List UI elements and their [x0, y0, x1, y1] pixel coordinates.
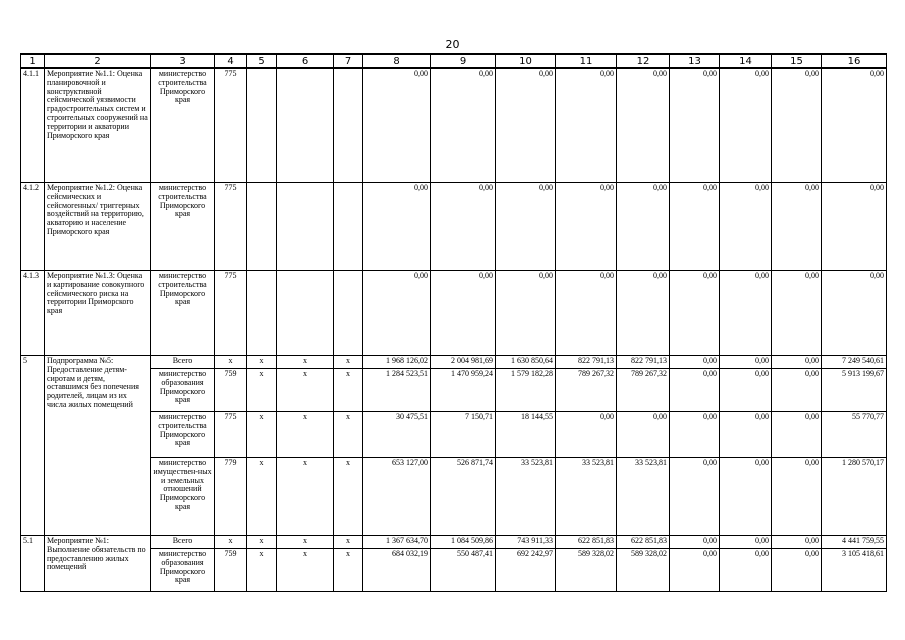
- measure-name: Мероприятие №1.1: Оценка планировочной и конструктивной сейсмической уязвимости градостроительных систем и строительных сооружений на территории и акватории Приморского края: [45, 68, 151, 183]
- header-cell: 1: [21, 54, 45, 68]
- value-cell: 743 911,33: [496, 536, 556, 549]
- executor: министерство строительства Приморского края: [151, 68, 215, 183]
- value-cell: 0,00: [556, 68, 617, 183]
- code-cell: 779: [215, 458, 247, 536]
- value-cell: 33 523,81: [617, 458, 670, 536]
- table-row: [21, 412, 887, 458]
- value-cell: 1 284 523,51: [363, 369, 431, 412]
- value-cell: 822 791,13: [556, 356, 617, 369]
- executor: министерство образования Приморского края: [151, 369, 215, 412]
- value-cell: 0,00: [431, 68, 496, 183]
- header-cell: 4: [215, 54, 247, 68]
- value-cell: 0,00: [772, 458, 822, 536]
- code-cell: x: [247, 549, 277, 592]
- executor: министерство имуществен-ных и земельных отношений Приморского края: [151, 458, 215, 536]
- value-cell: 0,00: [496, 183, 556, 271]
- value-cell: 0,00: [772, 369, 822, 412]
- executor: министерство строительства Приморского края: [151, 412, 215, 458]
- value-cell: 789 267,32: [556, 369, 617, 412]
- header-cell: 3: [151, 54, 215, 68]
- value-cell: 33 523,81: [496, 458, 556, 536]
- value-cell: 55 770,77: [822, 412, 887, 458]
- value-cell: 0,00: [772, 356, 822, 369]
- code-cell: x: [277, 356, 334, 369]
- value-cell: 589 328,02: [617, 549, 670, 592]
- executor: министерство образования Приморского края: [151, 549, 215, 592]
- value-cell: 30 475,51: [363, 412, 431, 458]
- row-number: 4.1.3: [21, 271, 45, 356]
- value-cell: 0,00: [617, 412, 670, 458]
- header-cell: 16: [822, 54, 887, 68]
- header-row: [21, 54, 887, 68]
- header-cell: 14: [720, 54, 772, 68]
- value-cell: 822 791,13: [617, 356, 670, 369]
- value-cell: 789 267,32: [617, 369, 670, 412]
- row-number: 4.1.1: [21, 68, 45, 183]
- executor: Всего: [151, 356, 215, 369]
- row-number: 4.1.2: [21, 183, 45, 271]
- value-cell: 526 871,74: [431, 458, 496, 536]
- value-cell: 18 144,55: [496, 412, 556, 458]
- value-cell: 7 150,71: [431, 412, 496, 458]
- code-cell: x: [247, 458, 277, 536]
- value-cell: 0,00: [772, 549, 822, 592]
- value-cell: 0,00: [556, 183, 617, 271]
- table-row: [21, 549, 887, 592]
- code-cell: [247, 68, 277, 183]
- value-cell: 0,00: [670, 549, 720, 592]
- value-cell: 0,00: [720, 356, 772, 369]
- code-cell: x: [334, 356, 363, 369]
- code-cell: x: [334, 412, 363, 458]
- value-cell: 1 367 634,70: [363, 536, 431, 549]
- value-cell: 0,00: [670, 412, 720, 458]
- value-cell: 0,00: [363, 183, 431, 271]
- value-cell: 0,00: [670, 183, 720, 271]
- code-cell: 759: [215, 549, 247, 592]
- code-cell: x: [247, 369, 277, 412]
- row-number: 5: [21, 356, 45, 536]
- value-cell: 0,00: [496, 68, 556, 183]
- value-cell: 0,00: [772, 412, 822, 458]
- value-cell: 0,00: [670, 369, 720, 412]
- value-cell: 7 249 540,61: [822, 356, 887, 369]
- value-cell: 0,00: [822, 271, 887, 356]
- code-cell: [277, 68, 334, 183]
- code-cell: 775: [215, 412, 247, 458]
- executor: министерство строительства Приморского края: [151, 271, 215, 356]
- value-cell: 0,00: [496, 271, 556, 356]
- code-cell: x: [247, 536, 277, 549]
- row-number: 5.1: [21, 536, 45, 592]
- code-cell: 759: [215, 369, 247, 412]
- code-cell: [334, 68, 363, 183]
- value-cell: 0,00: [772, 271, 822, 356]
- value-cell: 0,00: [670, 356, 720, 369]
- code-cell: x: [334, 369, 363, 412]
- code-cell: x: [277, 458, 334, 536]
- code-cell: [334, 183, 363, 271]
- header-cell: 7: [334, 54, 363, 68]
- header-cell: 11: [556, 54, 617, 68]
- value-cell: 0,00: [772, 183, 822, 271]
- code-cell: 775: [215, 271, 247, 356]
- header-cell: 15: [772, 54, 822, 68]
- code-cell: x: [215, 356, 247, 369]
- code-cell: [277, 183, 334, 271]
- value-cell: 0,00: [772, 68, 822, 183]
- value-cell: 0,00: [617, 271, 670, 356]
- page-number: 20: [445, 38, 460, 51]
- value-cell: 0,00: [670, 458, 720, 536]
- code-cell: x: [277, 536, 334, 549]
- value-cell: 622 851,83: [556, 536, 617, 549]
- value-cell: 0,00: [720, 536, 772, 549]
- value-cell: 550 487,41: [431, 549, 496, 592]
- measure-name: Мероприятие №1.3: Оценка и картирование совокупного сейсмического риска на территории Приморского края: [45, 271, 151, 356]
- value-cell: 653 127,00: [363, 458, 431, 536]
- value-cell: 2 004 981,69: [431, 356, 496, 369]
- value-cell: 0,00: [720, 412, 772, 458]
- value-cell: 0,00: [431, 271, 496, 356]
- budget-table: [20, 53, 887, 592]
- value-cell: 622 851,83: [617, 536, 670, 549]
- code-cell: [247, 271, 277, 356]
- code-cell: x: [247, 412, 277, 458]
- value-cell: 0,00: [670, 68, 720, 183]
- value-cell: 1 968 126,02: [363, 356, 431, 369]
- header-cell: 5: [247, 54, 277, 68]
- value-cell: 0,00: [822, 68, 887, 183]
- value-cell: 0,00: [363, 68, 431, 183]
- measure-name: Мероприятие №1.2: Оценка сейсмических и сейсмогенных/ триггерных воздействий на территорию, акваторию и население Приморского края: [45, 183, 151, 271]
- value-cell: 0,00: [720, 369, 772, 412]
- code-cell: [334, 271, 363, 356]
- value-cell: 0,00: [822, 183, 887, 271]
- value-cell: 0,00: [772, 536, 822, 549]
- code-cell: x: [277, 412, 334, 458]
- table-row: [21, 536, 887, 549]
- value-cell: 1 470 959,24: [431, 369, 496, 412]
- header-cell: 8: [363, 54, 431, 68]
- header-cell: 13: [670, 54, 720, 68]
- executor: министерство строительства Приморского края: [151, 183, 215, 271]
- code-cell: x: [334, 549, 363, 592]
- value-cell: 0,00: [556, 271, 617, 356]
- code-cell: x: [277, 369, 334, 412]
- value-cell: 1 280 570,17: [822, 458, 887, 536]
- code-cell: [277, 271, 334, 356]
- code-cell: x: [247, 356, 277, 369]
- table-row: [21, 183, 887, 271]
- header-cell: 12: [617, 54, 670, 68]
- value-cell: 1 084 509,86: [431, 536, 496, 549]
- header-cell: 9: [431, 54, 496, 68]
- code-cell: x: [215, 536, 247, 549]
- executor: Всего: [151, 536, 215, 549]
- value-cell: 589 328,02: [556, 549, 617, 592]
- code-cell: x: [334, 536, 363, 549]
- code-cell: 775: [215, 183, 247, 271]
- value-cell: 0,00: [720, 549, 772, 592]
- measure-name: Мероприятие №1: Выполнение обязательств по предоставлению жилых помещений: [45, 536, 151, 592]
- value-cell: 0,00: [617, 183, 670, 271]
- value-cell: 0,00: [363, 271, 431, 356]
- header-cell: 10: [496, 54, 556, 68]
- value-cell: 33 523,81: [556, 458, 617, 536]
- code-cell: 775: [215, 68, 247, 183]
- value-cell: 5 913 199,67: [822, 369, 887, 412]
- table-row: [21, 271, 887, 356]
- value-cell: 684 032,19: [363, 549, 431, 592]
- table-row: [21, 369, 887, 412]
- header-cell: 6: [277, 54, 334, 68]
- value-cell: 0,00: [670, 271, 720, 356]
- value-cell: 692 242,97: [496, 549, 556, 592]
- table-row: [21, 458, 887, 536]
- value-cell: 0,00: [431, 183, 496, 271]
- table-row: [21, 356, 887, 369]
- value-cell: 1 579 182,28: [496, 369, 556, 412]
- value-cell: 4 441 759,55: [822, 536, 887, 549]
- value-cell: 3 105 418,61: [822, 549, 887, 592]
- value-cell: 0,00: [720, 458, 772, 536]
- header-cell: 2: [45, 54, 151, 68]
- value-cell: 0,00: [720, 183, 772, 271]
- value-cell: 0,00: [670, 536, 720, 549]
- value-cell: 0,00: [720, 271, 772, 356]
- code-cell: [247, 183, 277, 271]
- value-cell: 0,00: [617, 68, 670, 183]
- table-row: [21, 68, 887, 183]
- code-cell: x: [277, 549, 334, 592]
- value-cell: 0,00: [556, 412, 617, 458]
- value-cell: 1 630 850,64: [496, 356, 556, 369]
- measure-name: Подпрограмма №5: Предоставление детям-сиротам и детям, оставшимся без попечения родителей, лицам из их числа жилых помещений: [45, 356, 151, 536]
- code-cell: x: [334, 458, 363, 536]
- value-cell: 0,00: [720, 68, 772, 183]
